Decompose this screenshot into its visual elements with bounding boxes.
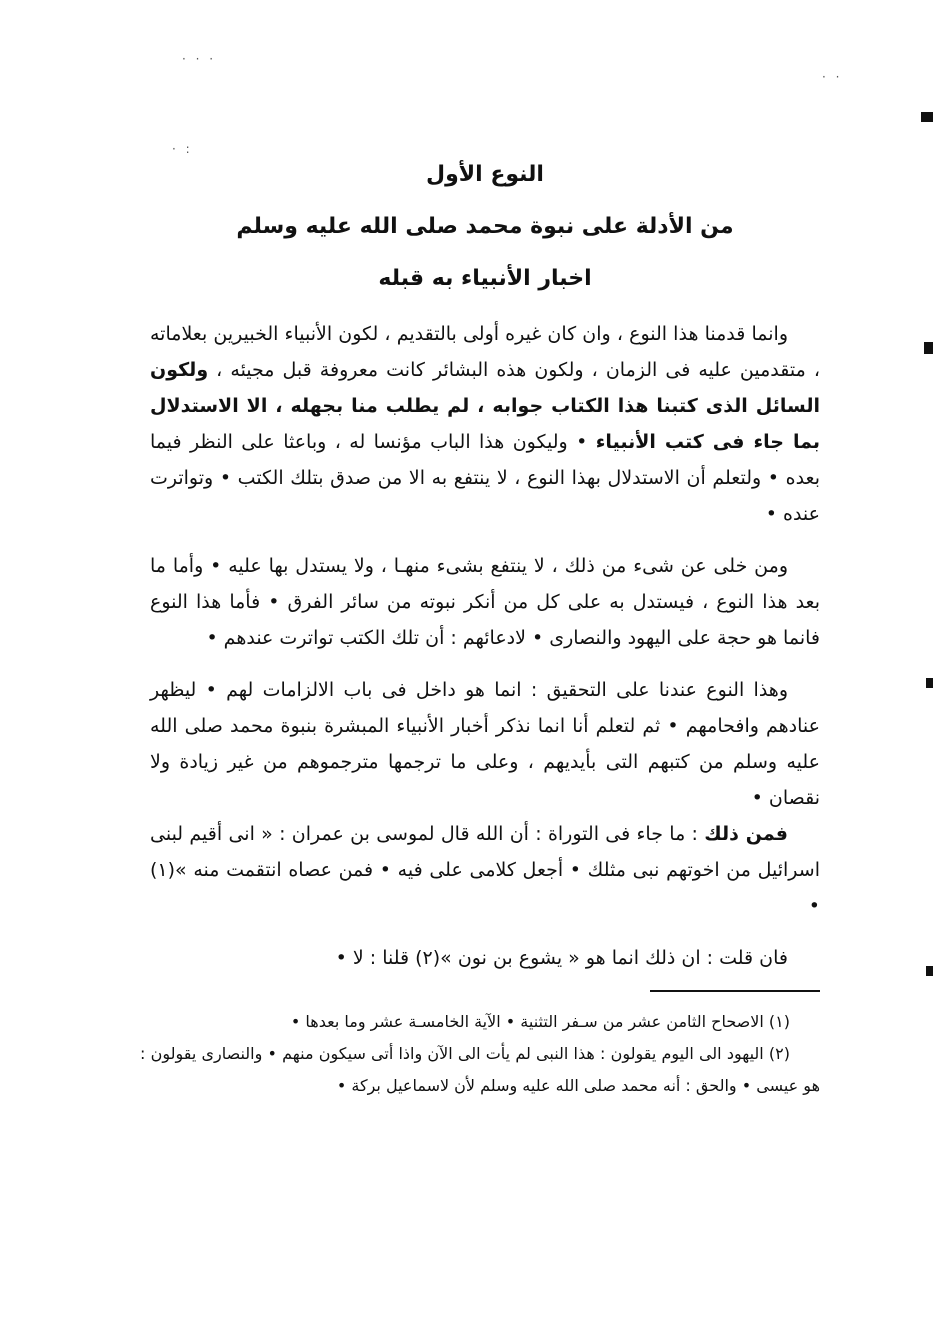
binding-mark	[926, 678, 933, 688]
footnote-1: (١) الاصحاح الثامن عشر من سـفر التثنية • الآية الخامسـة عشر وما بعدها •	[290, 1012, 790, 1031]
paragraph-2: ومن خلى عن شىء من ذلك ، لا ينتفع بشىء منهـا ، ولا يستدل بها عليه • وأما ما بعد هذا النوع ، فيستدل به على كل من أنكر نبوته من سائر الفرق • فأما هذا النوع فانما هو حجة على اليهود والنصارى • لادعائهم : أن تلك الكتب تواترت عندهم •	[150, 555, 820, 649]
paragraph-1: وانما قدمنا هذا النوع ، وان كان غيره أولى بالتقديم ، لكون الأنبياء الخبيرين بعلاماته ، متقدمين عليه فى الزمان ، ولكون هذه البشائر كانت معروفة قبل مجيئه ، ولكون السائل الذى كتبنا هذا الكتاب جوابه ، لم يطلب منا بجهله ، الا الاستدلال بما جاء فى كتب الأنبياء • وليكون هذا الباب مؤنسا له ، وباعثا على النظر فيما بعده • ولتعلم أن الاستدلال بهذا النوع ، لا ينتفع به الا من صدق بتلك الكتب • وتواترت عنده •	[150, 323, 820, 525]
binding-mark	[921, 112, 933, 122]
chapter-subtitle: من الأدلة على نبوة محمد صلى الله عليه وسلم	[236, 214, 734, 239]
section-title: اخبار الأنبياء به قبله	[378, 266, 592, 291]
scan-noise: · ·	[822, 70, 843, 84]
chapter-title: النوع الأول	[426, 162, 544, 187]
body-text	[150, 316, 820, 976]
bold-phrase: ولكون السائل الذى كتبنا هذا الكتاب جوابه ، لم يطلب منا بجهله ، الا الاستدلال بما جاء فى كتب الأنبياء	[150, 359, 820, 453]
scan-noise: · · ·	[182, 52, 217, 66]
bold-lead: فمن ذلك	[704, 823, 789, 845]
paragraph-3: وهذا النوع عندنا على التحقيق : انما هو داخل فى باب الالزامات لهم • ليظهر عنادهم وافحامهم • ثم لتعلم أنا انما نذكر أخبار الأنبياء المبشرة بنبوة محمد صلى الله عليه وسلم من كتبهم التى بأيديهم ، وعلى ما ترجمها مترجموهم من غير زيادة ولا نقصان •	[150, 679, 820, 809]
page-content	[140, 160, 820, 1102]
binding-mark	[926, 966, 933, 976]
footnote-2: (٢) اليهود الى اليوم يقولون : هذا النبى لم يأت الى الآن واذا أتى سيكون منهم • والنصارى يقولون : هو عيسى • والحق : أنه محمد صلى الله عليه وسلم لأن لاسماعيل بركة •	[140, 1044, 820, 1095]
paragraph-5: فان قلت : ان ذلك انما هو « يشوع بن نون »(٢) قلنا : لا •	[335, 947, 788, 969]
footnotes	[140, 1006, 820, 1102]
scan-noise: · :	[172, 142, 193, 156]
binding-mark	[924, 342, 933, 354]
footnote-separator	[650, 990, 820, 992]
paragraph-4: فمن ذلك : ما جاء فى التوراة : أن الله قال لموسى بن عمران : « انى أقيم لبنى اسرائيل من اخوتهم نبى مثلك • أجعل كلامى على فيه • فمن عصاه انتقمت منه »(١) •	[150, 823, 820, 917]
